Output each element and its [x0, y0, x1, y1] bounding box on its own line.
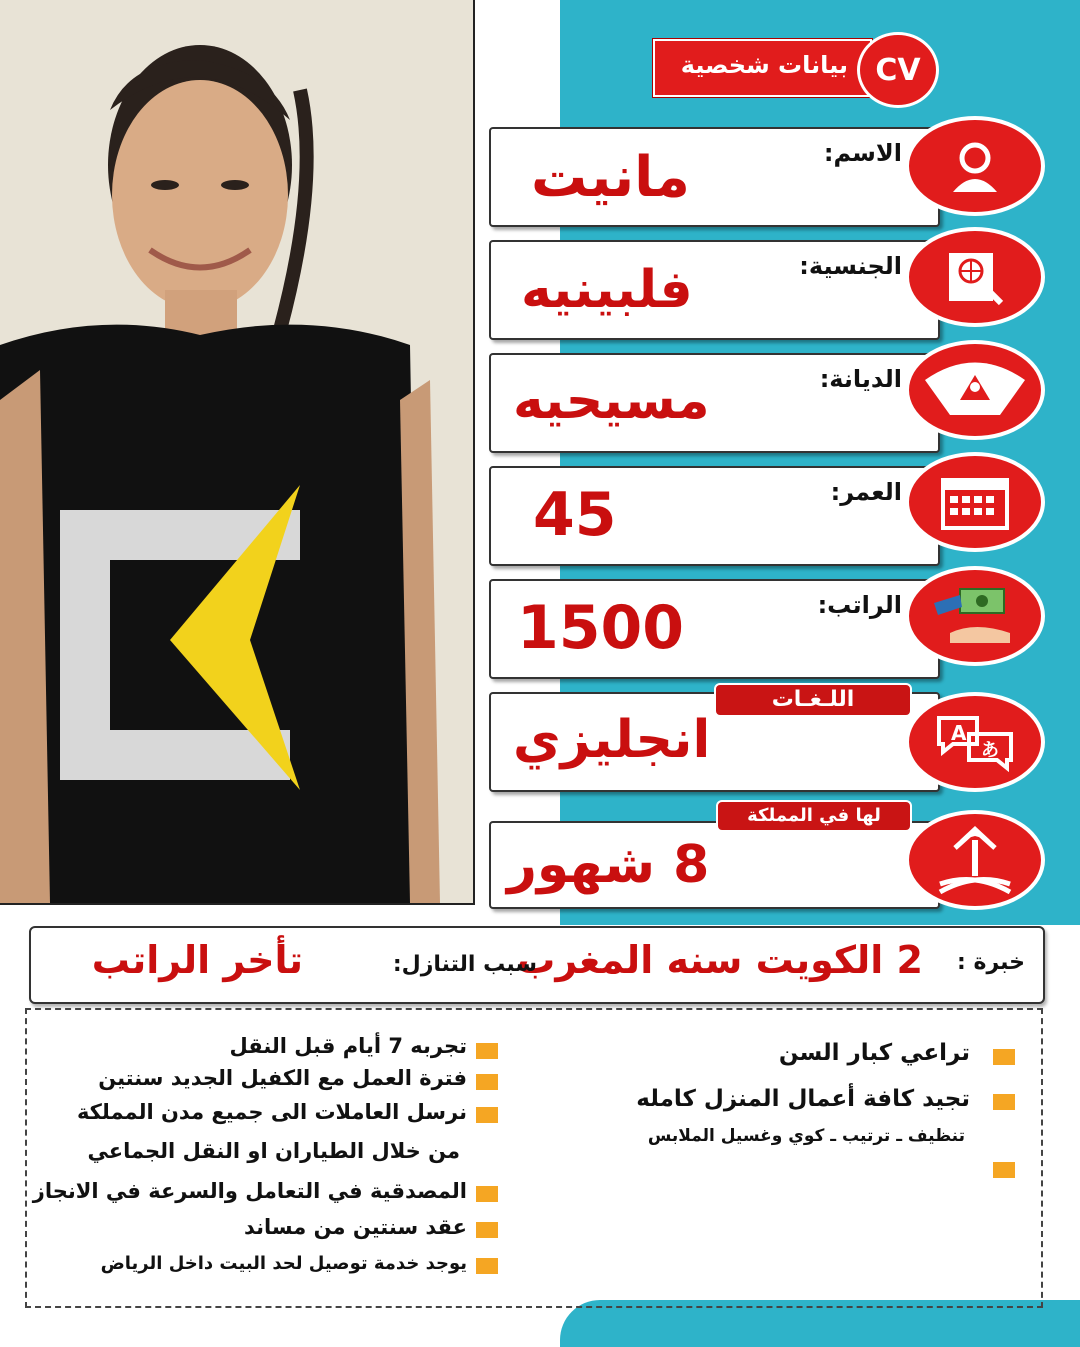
translate-icon: [905, 692, 1045, 792]
release-reason-value: تأخر الراتب: [91, 938, 303, 982]
salary-value: 1500: [517, 593, 684, 663]
nationality-row: [489, 240, 940, 340]
experience-label: خبرة :: [957, 950, 1025, 975]
age-value: 45: [533, 480, 617, 550]
bullet-icon: [993, 1094, 1015, 1110]
skill-item: تراعي كبار السن: [778, 1040, 970, 1066]
skill-item: تجيد كافة أعمال المنزل كامله: [636, 1086, 970, 1112]
cv-badge: CV: [857, 32, 939, 108]
bullet-icon: [993, 1049, 1015, 1065]
religion-label: الديانة:: [819, 365, 902, 393]
bullet-icon: [476, 1074, 498, 1090]
calendar-icon: [905, 452, 1045, 552]
salary-label: الراتب:: [817, 591, 902, 619]
in-kingdom-tag: لها في المملكة: [716, 800, 912, 832]
name-label: الاسم:: [823, 139, 902, 167]
languages-value: انجليزي: [513, 710, 711, 770]
in-kingdom-value: 8 شهور: [507, 835, 710, 895]
term-item: عقد سنتين من مساند: [244, 1215, 467, 1239]
bullet-icon: [476, 1107, 498, 1123]
religion-value: مسيحيه: [513, 371, 710, 431]
salary-row: [489, 579, 940, 679]
religion-row: [489, 353, 940, 453]
personal-data-banner: [653, 39, 872, 97]
profile-photo: [0, 0, 475, 905]
saudi-emblem-icon: [905, 810, 1045, 910]
term-item: يوجد خدمة توصيل لحد البيت داخل الرياض: [100, 1253, 467, 1274]
personal-data-title: بيانات شخصية: [680, 51, 848, 79]
age-row: [489, 466, 940, 566]
release-reason-label: سبب التنازل:: [392, 952, 537, 977]
term-item: المصدقية في التعامل والسرعة في الانجاز: [32, 1179, 467, 1203]
languages-tag: اللـغـات: [714, 683, 912, 717]
nationality-value: فلبينيه: [521, 260, 693, 320]
term-item: فترة العمل مع الكفيل الجديد سنتين: [98, 1066, 467, 1090]
bullet-icon: [476, 1043, 498, 1059]
bullet-icon: [476, 1186, 498, 1202]
age-label: العمر:: [830, 478, 902, 506]
in-kingdom-row: [489, 821, 940, 909]
nationality-label: الجنسية:: [799, 252, 902, 280]
bullet-icon: [476, 1222, 498, 1238]
term-item: تجربه 7 أيام قبل النقل: [229, 1034, 467, 1058]
name-value: مانيت: [531, 145, 690, 210]
religion-icon: [905, 340, 1045, 440]
bullet-icon: [476, 1258, 498, 1274]
term-item: نرسل العاملات الى جميع مدن المملكة: [76, 1100, 467, 1124]
person-icon: [905, 116, 1045, 216]
name-row: [489, 127, 940, 227]
bullet-icon: [993, 1162, 1015, 1178]
svg-text:あ: あ: [981, 740, 999, 761]
experience-bar: [29, 926, 1045, 1004]
skill-detail: تنظيف ـ ترتيب ـ كوي وغسيل الملابس: [647, 1126, 965, 1146]
experience-value: 2 الكويت سنه المغرب: [517, 938, 923, 982]
svg-text:A: A: [951, 721, 967, 745]
term-item: من خلال الطياران او النقل الجماعي: [87, 1139, 460, 1163]
passport-globe-icon: [905, 227, 1045, 327]
money-hand-icon: [905, 566, 1045, 666]
